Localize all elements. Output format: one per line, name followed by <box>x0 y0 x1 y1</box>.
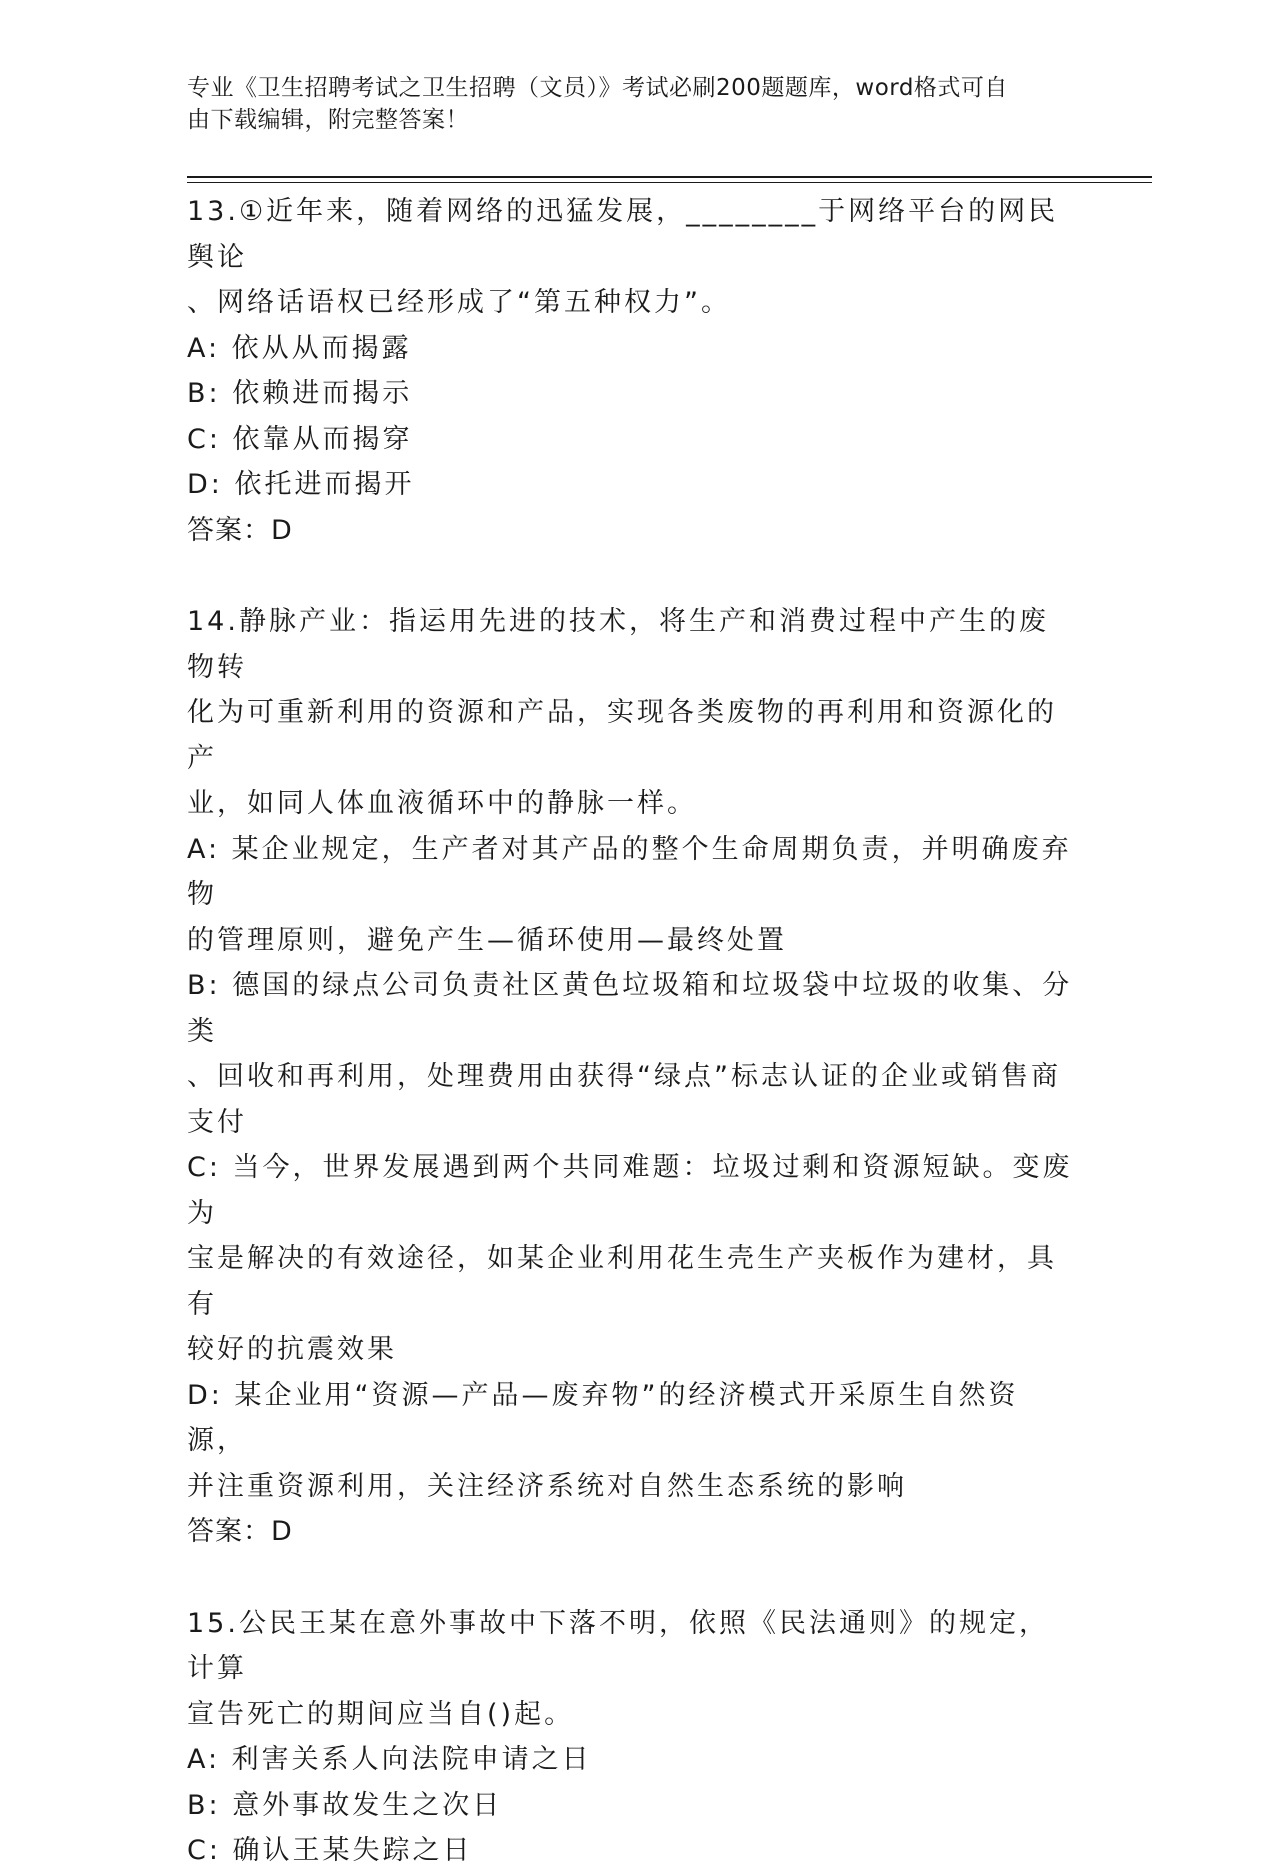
answer-option <box>187 1737 1077 1783</box>
question-spacer <box>187 1555 1077 1601</box>
question-stem-line: 业，如同人体血液循环中的静脉一样。 <box>187 788 697 819</box>
answer-key: 答案：D <box>187 514 293 546</box>
question-stem-line: 15.公民王某在意外事故中下落不明，依照《民法通则》的规定，计算 <box>187 1607 1049 1684</box>
answer-option-line: B: 意外事故发生之次日 <box>187 1789 503 1821</box>
answer-option <box>187 963 1077 1145</box>
answer-option-line: 、回收和再利用，处理费用由获得“绿点”标志认证的企业或销售商 <box>187 1061 1061 1092</box>
question-block <box>187 1601 1077 1874</box>
document-header <box>187 72 1067 136</box>
answer-option-line: 支付 <box>187 1106 247 1138</box>
question-stem-line: 13.①近年来，随着网络的迅猛发展，________于网络平台的网民舆论 <box>187 196 1059 273</box>
answer-option <box>187 1783 1077 1829</box>
answer-option-line: A: 利害关系人向法院申请之日 <box>187 1744 592 1775</box>
answer-option-line: B: 德国的绿点公司负责社区黄色垃圾箱和垃圾袋中垃圾的收集、分类 <box>187 970 1073 1047</box>
answer-option-line: B: 依赖进而揭示 <box>187 378 413 409</box>
header-rule-thin <box>187 182 1152 183</box>
answer-option-line: D: 某企业用“资源—产品—废弃物”的经济模式开采原生自然资源， <box>187 1379 1019 1456</box>
answer-option-line: A: 依从从而揭露 <box>187 332 412 364</box>
answer-option-line: 较好的抗震效果 <box>187 1334 397 1365</box>
answer-option <box>187 371 1077 417</box>
header-rule-thick <box>187 176 1152 178</box>
question-list <box>187 189 1077 1874</box>
answer-option <box>187 326 1077 372</box>
answer-key: 答案：D <box>187 1516 293 1547</box>
answer-option <box>187 1828 1077 1874</box>
question-block <box>187 189 1077 553</box>
answer-option <box>187 1373 1077 1510</box>
question-spacer <box>187 553 1077 599</box>
answer-option-line: 宝是解决的有效途径，如某企业利用花生壳生产夹板作为建材，具有 <box>187 1243 1057 1320</box>
answer-option-line: C: 确认王某失踪之日 <box>187 1835 473 1866</box>
answer-option-line: A: 某企业规定，生产者对其产品的整个生命周期负责，并明确废弃物 <box>187 833 1072 910</box>
answer-option-line: 并注重资源利用，关注经济系统对自然生态系统的影响 <box>187 1470 907 1502</box>
answer-option <box>187 827 1077 964</box>
answer-option <box>187 462 1077 508</box>
header-line-1: 专业《卫生招聘考试之卫生招聘（文员）》考试必刷200题题库，word格式可自 <box>187 75 1008 101</box>
answer-option-line: C: 依靠从而揭穿 <box>187 423 413 455</box>
answer-option-line: C: 当今，世界发展遇到两个共同难题：垃圾过剩和资源短缺。变废为 <box>187 1152 1073 1229</box>
question-block <box>187 599 1077 1555</box>
question-stem-line: 宣告死亡的期间应当自()起。 <box>187 1698 575 1730</box>
answer-option <box>187 417 1077 463</box>
answer-option-line: D: 依托进而揭开 <box>187 469 415 500</box>
header-line-2: 由下载编辑，附完整答案！ <box>187 107 469 133</box>
answer-option <box>187 1145 1077 1373</box>
question-stem-line: 、网络话语权已经形成了“第五种权力”。 <box>187 287 731 318</box>
question-stem-line: 化为可重新利用的资源和产品，实现各类废物的再利用和资源化的产 <box>187 697 1057 774</box>
question-stem-line: 14.静脉产业：指运用先进的技术，将生产和消费过程中产生的废物转 <box>187 606 1049 683</box>
answer-option-line: 的管理原则，避免产生—循环使用—最终处置 <box>187 924 787 956</box>
